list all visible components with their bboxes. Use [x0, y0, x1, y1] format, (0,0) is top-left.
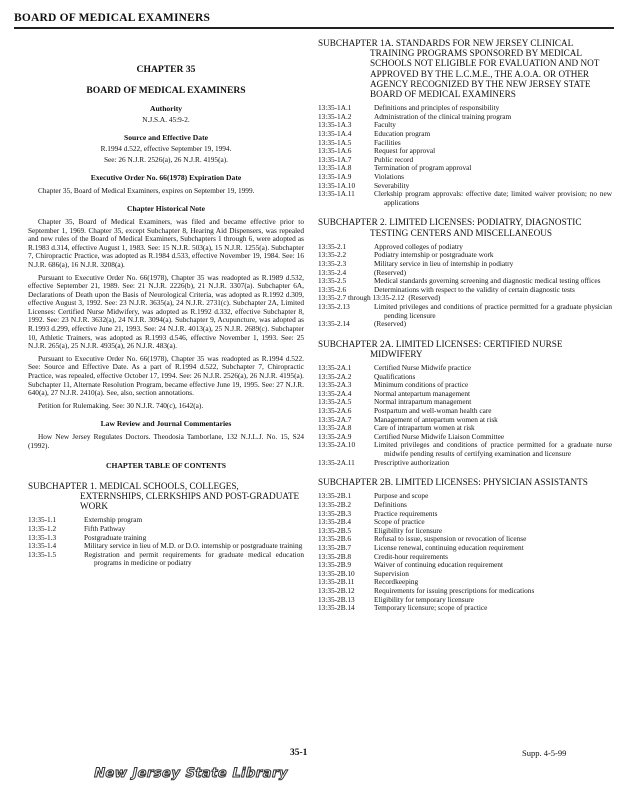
toc-entry [318, 501, 612, 510]
subchapter-heading: SUBCHAPTER 2. LIMITED LICENSES: PODIATRY, DIAGNOSTIC TESTING CENTERS AND MISCELLANEOUS [318, 217, 582, 238]
toc-entry [28, 516, 304, 525]
toc-entry [28, 551, 304, 568]
toc-entry [318, 190, 612, 207]
law-review-text: How New Jersey Regulates Doctors. Theodosia Tamborlane, 132 N.J.L.J. No. 15, S24 (1992). [28, 432, 304, 450]
section-number: 13:35-2.13 [318, 301, 350, 311]
section-number: 13:35-1A.11 [318, 189, 355, 199]
left-column [28, 38, 304, 568]
section-title: Recordkeeping [374, 577, 419, 587]
section-title: Eligibility for temporary licensure [374, 594, 474, 604]
section-title: Postgraduate training [84, 532, 147, 542]
toc-entry [28, 525, 304, 534]
section-title: Supervision [374, 568, 409, 578]
toc-entry [318, 441, 612, 458]
section-title: Credit-hour requirements [374, 551, 448, 561]
section-number: 13:35-1A.8 [318, 163, 352, 173]
chapter-title: BOARD OF MEDICAL EXAMINERS [86, 84, 246, 96]
section-number: 13:35-2B.14 [318, 603, 355, 613]
section-number: 13:35-1.3 [28, 532, 57, 542]
chapter-number: CHAPTER 35 [136, 64, 196, 75]
toc-list [318, 492, 612, 612]
subchapter-heading: SUBCHAPTER 2B. LIMITED LICENSES: PHYSICIAN ASSISTANTS [318, 477, 588, 488]
section-title: License renewal, continuing education requirement [374, 542, 524, 552]
section-number: 13:35-2B.1 [318, 491, 352, 501]
section-number: 13:35-2A.2 [318, 371, 352, 381]
toc-entry [318, 570, 612, 579]
section-number: 13:35-2A.9 [318, 431, 352, 441]
section-title: Scope of practice [374, 517, 425, 527]
source-text-2: See: 26 N.J.R. 2526(a), 26 N.J.R. 4195(a). [103, 154, 229, 164]
toc-entry [318, 561, 612, 570]
section-title: Fifth Pathway [84, 523, 126, 533]
section-number: 13:35-1.4 [28, 541, 57, 551]
section-number: 13:35-1A.7 [318, 154, 352, 164]
section-number: 13:35-2A.3 [318, 380, 352, 390]
section-number: 13:35-2A.8 [318, 423, 352, 433]
section-title: Administration of the clinical training program [374, 111, 512, 121]
section-title: Approved colleges of podiatry [374, 241, 463, 251]
section-number: 13:35-2B.7 [318, 542, 352, 552]
section-number: 13:35-2A.6 [318, 406, 352, 416]
section-number: 13:35-2B.12 [318, 585, 355, 595]
section-title: Certified Nurse Midwife practice [374, 363, 472, 373]
toc-heading: CHAPTER TABLE OF CONTENTS [106, 461, 226, 471]
section-title: Requirements for issuing prescriptions for medications [374, 585, 535, 595]
section-number: 13:35-2B.10 [318, 568, 355, 578]
section-title: Definitions [374, 500, 407, 510]
section-number: 13:35-2B.3 [318, 508, 352, 518]
section-title: Termination of program approval [374, 163, 472, 173]
historical-note-paragraph: Petition for Rulemaking. See: 30 N.J.R. 740(c), 1642(a). [38, 400, 204, 410]
section-number: 13:35-1A.10 [318, 180, 356, 190]
authority-text: N.J.S.A. 45:9-2. [142, 114, 190, 124]
section-title: Military service in lieu of M.D. or D.O. internship or postgraduate training [84, 541, 303, 551]
section-title: Purpose and scope [374, 491, 429, 501]
section-number: 13:35-1A.5 [318, 137, 352, 147]
section-number: 13:35-2.3 [318, 258, 347, 268]
section-number: 13:35-2B.5 [318, 525, 352, 535]
toc-entry [318, 139, 612, 148]
source-heading: Source and Effective Date [123, 133, 208, 143]
executive-order-heading: Executive Order No. 66(1978) Expiration Date [90, 173, 242, 183]
executive-order-text: Chapter 35, Board of Medical Examiners, expires on September 19, 1999. [38, 185, 255, 195]
section-title: Facilities [374, 137, 401, 147]
section-number: 13:35-1A.4 [318, 129, 352, 138]
section-number: 13:35-2B.13 [318, 594, 355, 604]
supplement-date: Supp. 4-5-99 [522, 748, 567, 758]
section-title: Request for approval [374, 146, 436, 156]
section-number: 13:35-2A.5 [318, 397, 352, 407]
section-title: Practice requirements [374, 508, 438, 518]
toc-entry [318, 130, 612, 139]
toc-list [318, 104, 612, 207]
right-column [318, 38, 612, 613]
section-title: Refusal to issue, suspension or revocation of license [374, 534, 527, 544]
library-stamp: New Jersey State Library [92, 766, 290, 781]
section-number: 13:35-2A.1 [318, 363, 352, 373]
section-title: Prescriptive authorization [374, 457, 450, 467]
toc-list [28, 516, 304, 568]
section-number: 13:35-2B.9 [318, 560, 352, 570]
toc-entry [318, 260, 612, 269]
section-title: (Reserved) [374, 319, 407, 329]
section-number: 13:35-2B.2 [318, 500, 352, 510]
section-title: Normal intrapartum management [374, 397, 472, 407]
historical-note-paragraph: Chapter 35, Board of Medical Examiners, was filed and became effective prior to September 1, 1969. Chapter 35, except Subchapter 8, Hearing Aid Dispensers, was repealed and new rules of the Board of Medical Examiners, Subchapters 1 through 6, were adopted as R.1983 d.314, effective August 1, 1983. See: 15 N.J.R. 503(a), 15 N.J.R. 1255(a). Subchapter 7, Chiropractic Practice, was adopted as R.1984 d.533, effective November 19, 1984. See: 16 N.J.R. 686(a), 16 N.J.R. 3208(a). [28, 216, 304, 269]
section-number: 13:35-2A.11 [318, 457, 355, 467]
section-title: Certified Nurse Midwife Liaison Committee [374, 431, 505, 441]
toc-entry [318, 173, 612, 182]
toc-list [318, 364, 612, 467]
law-review-heading: Law Review and Journal Commentaries [100, 419, 232, 429]
section-number: 13:35-2A.10 [318, 440, 356, 450]
section-title: Faculty [374, 120, 396, 130]
section-number: 13:35-1A.3 [318, 120, 352, 130]
section-title: Education program [374, 129, 431, 138]
section-number: 13:35-1.5 [28, 549, 57, 559]
section-number: 13:35-1.1 [28, 515, 57, 525]
section-number: 13:35-2.4 [318, 267, 347, 277]
section-title: Clerkship program approvals: effective date; limited waiver provision; no new applications [374, 189, 612, 207]
section-number: 13:35-2A.4 [318, 388, 352, 398]
section-number: 13:35-2.6 [318, 284, 347, 294]
subchapter-heading: SUBCHAPTER 1A. STANDARDS FOR NEW JERSEY CLINICAL TRAINING PROGRAMS SPONSORED BY MEDICAL SCHOOLS NOT ELIGIBLE FOR EVALUATION AND NOT APPROVED BY THE L.C.M.E., THE A.O.A. OR OTHER AGENCY RECOGNIZED BY THE NEW JERSEY STATE BOARD OF MEDICAL EXAMINERS [318, 38, 600, 100]
section-title: Registration and permit requirements for graduate medical education programs in medicine or podiatry [84, 549, 304, 568]
section-number: 13:35-2B.4 [318, 517, 352, 527]
section-number: 13:35-2B.8 [318, 551, 352, 561]
section-number: 13:35-2.1 [318, 241, 347, 251]
section-number: 13:35-1A.1 [318, 103, 352, 113]
toc-entry [318, 544, 612, 553]
toc-entry [318, 164, 612, 173]
section-title: Waiver of continuing education requirement [374, 560, 504, 570]
section-number: 13:35-1A.6 [318, 146, 352, 156]
section-title: Eligibility for licensure [374, 525, 443, 535]
historical-note-paragraph: Pursuant to Executive Order No. 66(1978), Chapter 35 was readopted as R.1989 d.532, effective September 21, 1989. See: 21 N.J.R. 2226(b), 21 N.J.R. 3307(a). Subchapter 6A, Declarations of Death upon the Basis of Neurological Criteria, was adopted as R.1992 d.309, effective August 3, 1992. See: 23 N.J.R. 3635(a), 24 N.J.R. 2731(c). Subchapter 2A, Limited Licenses: Certified Nurse Midwifery, was adopted as R.1992 d.332, effective Subchapter 8, 1992. See: 23 N.J.R. 3632(a), 24 N.J.R. 3094(a). Subchapter 9, Acupuncture, was adopted as R.1993 d.299, effective June 21, 1993. See: 24 N.J.R. 4013(a), 25 N.J.R. 2689(c). Subchapter 10, Athletic Trainers, was adopted as R.1993 d.546, effective November 1, 1993. See: 25 N.J.R. 265(a), 25 N.J.R. 4935(a), 26 N.J.R. 483(a). [28, 272, 304, 351]
section-title: Definitions and principles of responsibility [374, 103, 500, 113]
section-title: Management of antepartum women at risk [374, 414, 498, 424]
section-number: 13:35-2A.7 [318, 414, 352, 424]
section-number: 13:35-1.2 [28, 523, 57, 533]
header-rule [14, 27, 614, 29]
section-number: 13:35-2B.11 [318, 577, 355, 587]
authority-heading: Authority [149, 104, 183, 114]
section-title: Military service in lieu of internship in podiatry [374, 258, 514, 268]
section-title: Podiatry internship or postgraduate work [374, 250, 494, 260]
toc-list [318, 243, 612, 329]
section-number: 13:35-2.5 [318, 276, 347, 286]
historical-note-paragraph: Pursuant to Executive Order No. 66(1978), Chapter 35 was readopted as R.1994 d.522. See: Source and Effective Date. As a part of R.1994 d.522, Subchapter 7, Chiropractic Practice, was repealed, effective October 17, 1994. See: 26 N.J.R. 2526(a), 26 N.J.R. 4195(a). Subchapter 11, Alternate Resolution Program, became effective June 19, 1995. See: 27 N.J.R. 640(a), 27 N.J.R. 2410(a). See, also, section annotations. [28, 353, 304, 398]
section-title: Limited privileges and conditions of practice permitted for a graduate physician pending licensure [374, 301, 612, 320]
section-number: 13:35-2.7 through 13:35-2.12 [318, 293, 405, 303]
section-number: 13:35-2.14 [318, 319, 350, 329]
toc-entry [318, 604, 612, 613]
section-title: Care of intrapartum women at risk [374, 423, 475, 433]
toc-entry [318, 459, 612, 468]
toc-entry [318, 147, 612, 156]
section-number: 13:35-1A.9 [318, 171, 352, 181]
section-title: Normal antepartum management [374, 388, 471, 398]
section-title: Postpartum and well-woman health care [374, 406, 492, 416]
section-title: (Reserved) [408, 293, 441, 303]
section-title: Public record [374, 154, 414, 164]
historical-note-heading: Chapter Historical Note [127, 204, 205, 214]
section-title: Medical standards governing screening and diagnostic medical testing offices [374, 276, 601, 286]
section-title: Severability [374, 180, 410, 190]
toc-entry [318, 492, 612, 501]
page-number: 35-1 [290, 748, 308, 758]
toc-entry [318, 518, 612, 527]
section-number: 13:35-2.2 [318, 250, 347, 260]
section-number: 13:35-1A.2 [318, 111, 352, 121]
section-title: (Reserved) [374, 267, 407, 277]
section-title: Determinations with respect to the validity of certain diagnostic tests [374, 284, 575, 294]
section-title: Violations [374, 171, 404, 181]
section-title: Minimum conditions of practice [374, 380, 469, 390]
subchapter-heading: SUBCHAPTER 1. MEDICAL SCHOOLS, COLLEGES, EXTERNSHIPS, CLERKSHIPS AND POST-GRADUATE WORK [28, 480, 300, 512]
section-title: Temporary licensure; scope of practice [374, 603, 488, 613]
toc-entry [318, 320, 612, 329]
section-title: Limited privileges and conditions of practice permitted for a graduate nurse midwife pending results of certifying examination and licensure [374, 440, 612, 459]
toc-entry [318, 510, 612, 519]
running-head-title: BOARD OF MEDICAL EXAMINERS [14, 12, 211, 24]
section-title: Externship program [84, 515, 143, 525]
toc-entry [318, 113, 612, 122]
section-number: 13:35-2B.6 [318, 534, 352, 544]
toc-entry [318, 303, 612, 320]
toc-entry [318, 364, 612, 373]
source-text-1: R.1994 d.522, effective September 19, 1994. [100, 143, 232, 153]
toc-entry [318, 121, 612, 130]
section-title: Qualifications [374, 371, 416, 381]
subchapter-heading: SUBCHAPTER 2A. LIMITED LICENSES: CERTIFIED NURSE MIDWIFERY [318, 338, 563, 359]
